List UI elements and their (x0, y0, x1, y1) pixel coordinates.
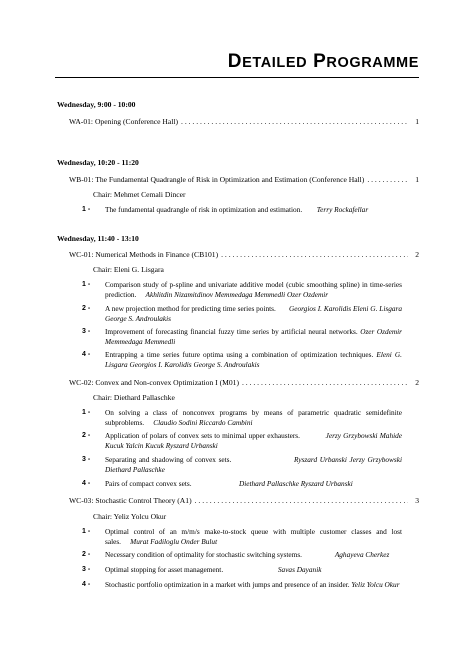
talk-title: Optimal stopping for asset management. (105, 565, 224, 574)
talk-item[interactable] (82, 479, 402, 489)
page-title: DETAILED PROGRAMME (227, 51, 419, 72)
talk-title: On solving a class of nonconvex programs by means of parametric quadratic semidefinite subproblems. (105, 408, 402, 427)
talk-authors: Jerzy Grzybowski Mahide Kucuk Yalcin Kucuk Ryszard Urbanski (105, 431, 403, 450)
talk-authors: Savas Dayanik (277, 565, 322, 574)
talk-item[interactable] (82, 455, 402, 474)
talk-number: 4 - (82, 581, 91, 588)
talk-title: Pairs of compact convex sets. (105, 479, 192, 488)
talk-title: Application of polars of convex sets to minimal upper exhausters. (105, 431, 300, 440)
session-entry[interactable] (69, 175, 419, 186)
session-title: WC-02: Convex and Non-convex Optimization I (M01) (69, 378, 239, 387)
session-title: WB-01: The Fundamental Quadrangle of Risk in Optimization and Estimation (Conference Hall) (69, 175, 365, 184)
day-heading: Wednesday, 11:40 - 13:10 (57, 234, 139, 243)
dot-leader (195, 496, 408, 507)
talk-title: Stochastic portfolio optimization in a market with jumps and presence of an insider. (105, 580, 350, 589)
talk-authors: Yeliz Yolcu Okur (351, 580, 400, 589)
talk-number: 2 - (82, 432, 91, 439)
talk-item[interactable] (82, 327, 402, 346)
talk-authors: Akhlitdin Nizamitdinov Memmedaga Memmedli Ozer Ozdemir (145, 289, 329, 299)
talk-item[interactable] (82, 565, 402, 575)
talk-number: 1 - (82, 409, 91, 416)
talk-item[interactable] (82, 550, 402, 560)
session-entry[interactable] (69, 117, 419, 128)
talk-item[interactable] (82, 408, 402, 427)
dot-leader (367, 175, 408, 186)
talk-number: 1 - (82, 281, 91, 288)
talk-item[interactable] (82, 205, 402, 215)
talk-authors: Eleni G. Lisgara Georgios I. Karolidis George S. Androulakis (105, 350, 402, 369)
session-title: WC-03: Stochastic Control Theory (A1) (69, 496, 192, 505)
page-number: 3 (415, 496, 419, 505)
talk-number: 3 - (82, 566, 91, 573)
talk-number: 2 - (82, 305, 91, 312)
talk-number: 4 - (82, 480, 91, 487)
dot-leader (221, 250, 408, 261)
session-title: WC-01: Numerical Methods in Finance (CB101) (69, 250, 219, 259)
talk-number: 4 - (82, 351, 91, 358)
talk-authors: Georgios I. Karolidis Eleni G. Lisgara George S. Androulakis (105, 304, 402, 323)
talk-item[interactable] (82, 580, 402, 590)
page-number: 1 (415, 117, 419, 126)
talk-title: The fundamental quadrangle of risk in optimization and estimation. (105, 205, 303, 214)
talk-title: A new projection method for predicting time series points. (105, 304, 276, 313)
title-rule (55, 77, 419, 78)
session-chair: Chair: Diethard Pallaschke (93, 393, 175, 402)
talk-number: 3 - (82, 456, 91, 463)
talk-title: Optimal control of an m/m/s make-to-stock queue with multiple customer classes and lost sales. (105, 527, 402, 546)
session-title: WA-01: Opening (Conference Hall) (69, 117, 179, 126)
talk-number: 1 - (82, 528, 91, 535)
session-chair: Chair: Eleni G. Lisgara (93, 265, 164, 274)
page-number: 2 (415, 250, 419, 259)
talk-item[interactable] (82, 350, 402, 369)
talk-item[interactable] (82, 527, 402, 546)
talk-title: Separating and shadowing of convex sets. (105, 455, 232, 464)
talk-authors: Ryszard Urbanski Jerzy Grzybowski Diethard Pallaschke (105, 455, 402, 474)
talk-authors: Terry Rockafellar (316, 205, 369, 214)
talk-authors: Diethard Pallaschke Ryszard Urbanski (238, 479, 353, 488)
page-number: 1 (415, 175, 419, 184)
talk-authors: Ozer Ozdemir Memmedaga Memmedli (105, 327, 402, 346)
talk-title: Entrapping a time series future optima using a combination of optimization techniques. (105, 350, 374, 359)
talk-authors: Aghayeva Cherkez (334, 550, 390, 559)
talk-number: 3 - (82, 328, 91, 335)
dot-leader (242, 378, 408, 389)
talk-authors: Claudio Sodini Riccardo Cambini (153, 417, 253, 427)
talk-number: 2 - (82, 551, 91, 558)
talk-title: Necessary condition of optimality for stochastic switching systems. (105, 550, 302, 559)
day-heading: Wednesday, 10:20 - 11:20 (57, 158, 139, 167)
talk-title: Comparison study of p-spline and univariate additive model (cubic smoothing spline) in time-series prediction. (105, 280, 402, 299)
session-entry[interactable] (69, 250, 419, 261)
talk-title: Improvement of forecasting financial fuzzy time series by artificial neural networks. (105, 327, 358, 336)
session-chair: Chair: Mehmet Cemali Dincer (93, 190, 186, 199)
dot-leader (181, 117, 408, 128)
session-entry[interactable] (69, 496, 419, 507)
talk-item[interactable] (82, 304, 402, 323)
session-entry[interactable] (69, 378, 419, 389)
talk-authors: Murat Fadiloglu Onder Bulut (130, 536, 218, 546)
session-chair: Chair: Yeliz Yolcu Okur (93, 512, 167, 521)
talk-item[interactable] (82, 280, 402, 299)
day-heading: Wednesday, 9:00 - 10:00 (57, 100, 136, 109)
talk-number: 1 - (82, 206, 91, 213)
talk-item[interactable] (82, 431, 402, 450)
page-number: 2 (415, 378, 419, 387)
